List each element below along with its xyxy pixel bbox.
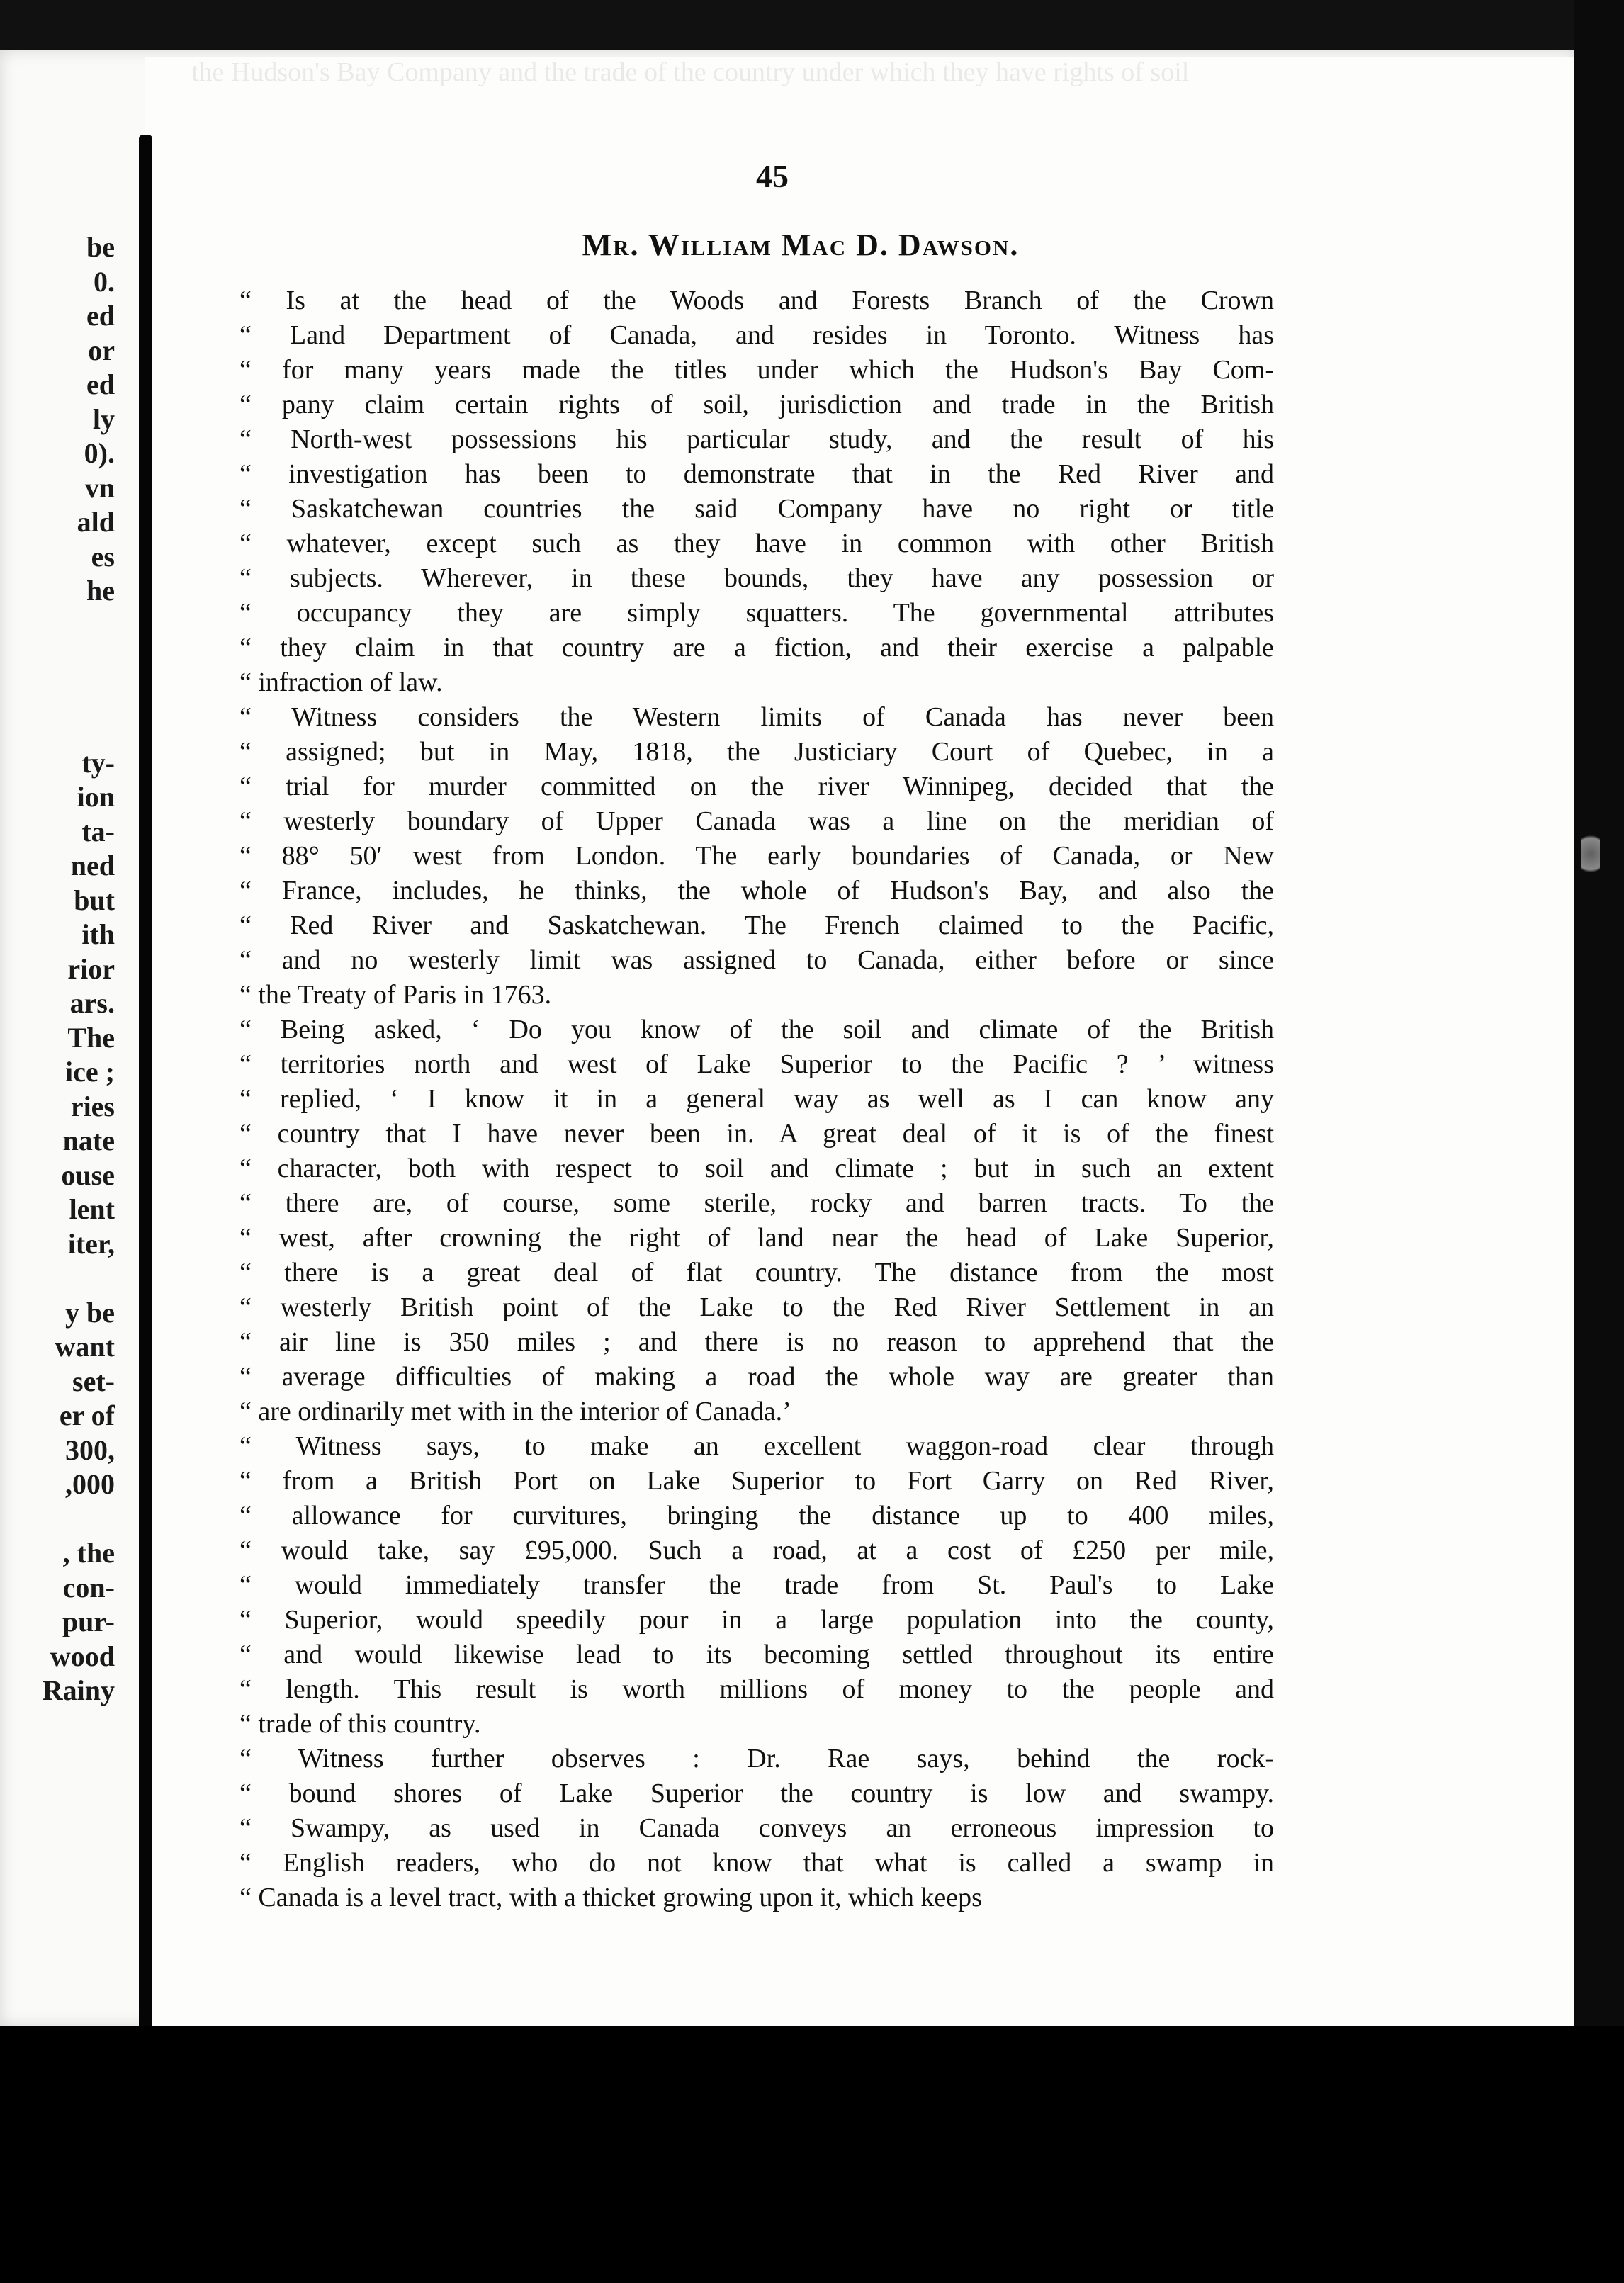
text-line: “ for many years made the titles under which the Hudson's Bay Com- <box>239 355 1274 385</box>
left-page-fragment: er of <box>59 1399 115 1431</box>
text-line: “ would take, say £95,000. Such a road, at a cost of £250 per mile, <box>239 1535 1274 1565</box>
text-line: “ country that I have never been in. A great deal of it is of the finest <box>239 1119 1274 1149</box>
text-line: “ Witness further observes : Dr. Rae says, behind the rock- <box>239 1744 1274 1774</box>
left-page-fragment <box>0 609 115 643</box>
text-line: “ 88° 50′ west from London. The early boundaries of Canada, or New <box>239 841 1274 871</box>
left-page-fragment: 0. <box>94 265 115 298</box>
text-line: “ trial for murder committed on the river Winnipeg, decided that the <box>239 772 1274 801</box>
text-line: “ bound shores of Lake Superior the country is low and swampy. <box>239 1779 1274 1808</box>
left-page-fragment: 300, <box>65 1433 115 1466</box>
left-page-fragment: nate <box>62 1124 115 1156</box>
text-line: “ Land Department of Canada, and resides in Toronto. Witness has <box>239 320 1274 350</box>
text-line: “ Witness considers the Western limits of Canada has never been <box>239 702 1274 732</box>
text-line: “ they claim in that country are a fiction, and their exercise a palpable <box>239 633 1274 663</box>
left-page-fragment: vn <box>84 471 115 504</box>
left-page-fragment: ,000 <box>65 1468 115 1500</box>
text-line: “ English readers, who do not know that what is called a swamp in <box>239 1848 1274 1878</box>
left-page-fragment: ouse <box>61 1159 115 1191</box>
section-heading: Mr. William Mac D. Dawson. <box>582 227 1020 262</box>
left-page-fragment: ion <box>77 781 115 813</box>
left-page-fragment: ned <box>70 850 115 881</box>
left-page-fragment: ta- <box>81 815 115 847</box>
page-number: 45 <box>756 158 789 194</box>
left-page-fragment: ed <box>86 368 115 400</box>
text-line: “ Red River and Saskatchewan. The French claimed to the Pacific, <box>239 911 1274 940</box>
scan-speck <box>1581 829 1600 879</box>
left-page-fragment: pur- <box>62 1606 115 1637</box>
left-page-fragment: ice ; <box>65 1056 115 1088</box>
left-page-fragment: 0). <box>84 437 115 469</box>
left-page-fragment: lent <box>69 1193 115 1225</box>
text-line: “ and would likewise lead to its becoming settled throughout its entire <box>239 1640 1274 1669</box>
text-line: “ from a British Port on Lake Superior to Fort Garry on Red River, <box>239 1466 1274 1496</box>
left-page-fragment: but <box>74 884 115 916</box>
text-line: “ are ordinarily met with in the interior of Canada.’ <box>239 1397 791 1426</box>
left-page-fragments <box>0 230 115 1708</box>
left-page-fragment: rior <box>67 952 115 985</box>
text-line: “ subjects. Wherever, in these bounds, they have any possession or <box>239 563 1274 593</box>
binding-rule <box>139 135 152 2197</box>
text-line: “ west, after crowning the right of land near the head of Lake Superior, <box>239 1223 1274 1253</box>
left-page-fragment: ald <box>77 506 115 538</box>
left-page-fragment: y be <box>65 1296 115 1329</box>
left-page-fragment: con- <box>62 1571 115 1603</box>
left-page-fragment: es <box>91 540 115 573</box>
text-line: “ there is a great deal of flat country. The distance from the most <box>239 1258 1274 1287</box>
text-line: “ territories north and west of Lake Superior to the Pacific ? ’ witness <box>239 1049 1274 1079</box>
left-page-fragment: iter, <box>67 1227 115 1260</box>
text-line: “ character, both with respect to soil and climate ; but in such an extent <box>239 1154 1274 1183</box>
left-page-fragment: ries <box>70 1090 115 1122</box>
text-line: “ Saskatchewan countries the said Company have no right or title <box>239 494 1274 524</box>
left-page-fragment: ty- <box>81 746 115 779</box>
left-page-fragment <box>0 1502 115 1537</box>
text-line: “ assigned; but in May, 1818, the Justiciary Court of Quebec, in a <box>239 737 1274 767</box>
left-page-fragment: or <box>88 334 115 366</box>
text-line: “ pany claim certain rights of soil, jurisdiction and trade in the British <box>239 390 1274 419</box>
left-page-fragment: want <box>55 1331 115 1363</box>
text-line: “ westerly boundary of Upper Canada was a line on the meridian of <box>239 806 1274 836</box>
testimony-text <box>239 283 1274 1915</box>
text-line: “ trade of this country. <box>239 1709 481 1739</box>
text-line: “ length. This result is worth millions of money to the people and <box>239 1674 1274 1704</box>
text-line: “ replied, ‘ I know it in a general way as well as I can know any <box>239 1084 1274 1114</box>
left-page-fragment: , the <box>62 1537 115 1569</box>
left-page-fragment <box>0 677 115 712</box>
left-page-fragment <box>0 1261 115 1296</box>
text-line: “ occupancy they are simply squatters. The governmental attributes <box>239 598 1274 628</box>
text-line: “ whatever, except such as they have in common with other British <box>239 529 1274 558</box>
left-page-fragment: be <box>86 231 115 263</box>
left-page-fragment: ars. <box>69 987 115 1019</box>
text-line: “ France, includes, he thinks, the whole of Hudson's Bay, and also the <box>239 876 1274 906</box>
left-page-fragment: wood <box>50 1640 115 1672</box>
text-line: “ and no westerly limit was assigned to Canada, either before or since <box>239 945 1274 975</box>
text-line: “ investigation has been to demonstrate that in the Red River and <box>239 459 1274 489</box>
scan-right-border <box>1574 0 1624 2283</box>
text-line: “ North-west possessions his particular study, and the result of his <box>239 424 1274 454</box>
text-line: “ allowance for curvitures, bringing the distance up to 400 miles, <box>239 1501 1274 1531</box>
text-line: “ Witness says, to make an excellent waggon-road clear through <box>239 1431 1274 1461</box>
bleed-through-text: the Hudson's Bay Company and the trade of the country under which they have rights of soil <box>191 57 1190 87</box>
text-line: “ westerly British point of the Lake to the Red River Settlement in an <box>239 1292 1274 1322</box>
left-page-fragment <box>0 643 115 677</box>
scan-bottom-border <box>0 2026 1624 2283</box>
left-page-fragment <box>0 711 115 746</box>
text-line: “ would immediately transfer the trade from St. Paul's to Lake <box>239 1570 1274 1600</box>
left-page-fragment: The <box>67 1021 115 1054</box>
text-line: “ infraction of law. <box>239 667 443 697</box>
left-page-fragment: Rainy <box>42 1674 115 1706</box>
text-line: “ the Treaty of Paris in 1763. <box>239 980 552 1010</box>
left-page-fragment: set- <box>72 1365 115 1397</box>
text-line: “ Is at the head of the Woods and Forests Branch of the Crown <box>239 286 1274 315</box>
text-line: “ Canada is a level tract, with a thicket growing upon it, which keeps <box>239 1883 982 1912</box>
text-line: “ Being asked, ‘ Do you know of the soil and climate of the British <box>239 1015 1274 1044</box>
text-line: “ Swampy, as used in Canada conveys an erroneous impression to <box>239 1813 1274 1843</box>
text-line: “ air line is 350 miles ; and there is no reason to apprehend that the <box>239 1327 1274 1357</box>
left-page-fragment: ly <box>92 402 115 435</box>
text-line: “ there are, of course, some sterile, rocky and barren tracts. To the <box>239 1188 1274 1218</box>
left-page-fragment: ith <box>81 918 115 950</box>
left-page-fragment: he <box>86 575 115 607</box>
left-page-fragment: ed <box>86 300 115 332</box>
text-line: “ average difficulties of making a road the whole way are greater than <box>239 1362 1274 1392</box>
text-line: “ Superior, would speedily pour in a large population into the county, <box>239 1605 1274 1635</box>
